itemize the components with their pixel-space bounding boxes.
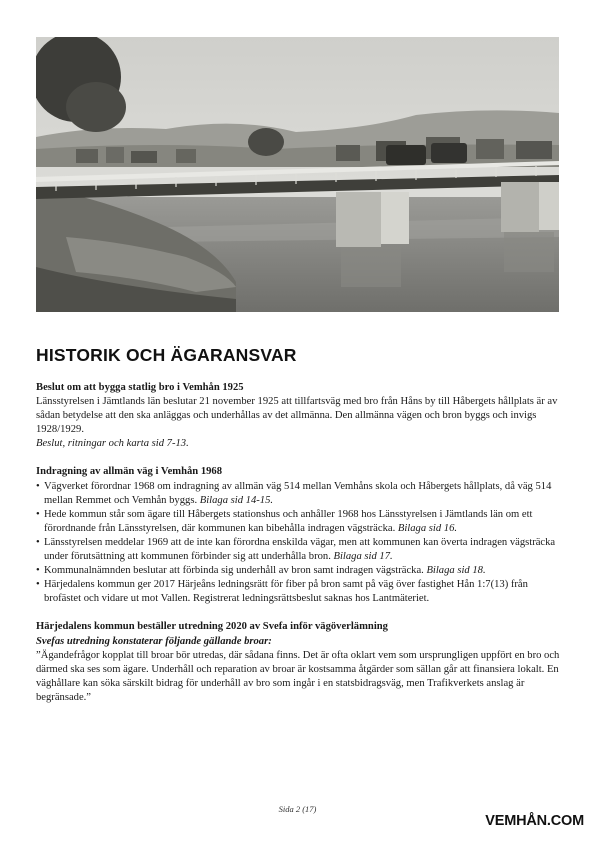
section-paragraph: Länsstyrelsen i Jämtlands län beslutar 21 november 1925 att tillfartsväg med bro från Håns by till Håbergets hållplats är av sådan betydelse att den ska anläggas och underhållas av det allmänna. Den allmänna vägen och bron byggs och invigs 1928/1929.	[36, 396, 558, 436]
section-road-withdrawal-1968	[36, 465, 560, 606]
section-subheading: Svefas utredning konstaterar följande gällande broar:	[36, 635, 272, 647]
list-item: • Härjedalens kommun ger 2017 Härjeåns ledningsrätt för fiber på bron samt på väg över fastighet Hån 1:7(13) från brofästet och vidare ut mot Vallen. Registrerat ledningsrättsbeslut saknas hos Lantmäteriet.	[36, 578, 560, 606]
quote-paragraph: ”Ägandefrågor kopplat till broar bör utredas, där sådana finns. Det är ofta oklart vem som ursprungligen uppfört en bro och därmed ska ses som ägare. Underhåll och reparation av broar är kostsamma åtgärder som sällan går att finansiera lokalt. En väghållare kan söka särskilt bidrag för underhåll av bro som ingår i en statsbidragsväg, men Trafikverkets anslag är begränsade.”	[36, 649, 560, 703]
bullet-list	[36, 480, 560, 607]
list-item: • Hede kommun står som ägare till Håbergets stationshus och anhåller 1968 hos Länsstyrelsen i Jämtlands län om ett förordnande från Länsstyrelsen, där kommunen kan bibehålla indragen vägsträcka. Bilaga sid 16.	[36, 508, 560, 536]
list-item-reference: Bilaga sid 17.	[333, 551, 393, 563]
section-reference: Beslut, ritningar och karta sid 7-13.	[36, 438, 189, 450]
section-bridge-decision-1925	[36, 381, 560, 451]
brand-logo: VEMHÅN.COM	[485, 813, 584, 829]
historic-bridge-photo	[36, 37, 559, 312]
page-number: Sida 2 (17)	[278, 804, 317, 814]
list-item-reference: Bilaga sid 14-15.	[199, 494, 274, 506]
section-heading: Härjedalens kommun beställer utredning 2020 av Svefa inför vägöverlämning	[36, 621, 388, 633]
list-item: • Länsstyrelsen meddelar 1969 att de inte kan förordna enskilda vägar, men att kommunen kan överta indragen vägsträcka under förutsättning att kommunen förbinder sig att underhålla bron. Bilaga sid 17.	[36, 536, 560, 564]
page-title: HISTORIK OCH ÄGARANSVAR	[36, 345, 297, 365]
section-heading: Beslut om att bygga statlig bro i Vemhån 1925	[36, 382, 244, 393]
section-svefa-investigation-2020	[36, 620, 560, 705]
document-body	[36, 381, 560, 719]
list-item-reference: Bilaga sid 16.	[397, 522, 458, 534]
section-heading: Indragning av allmän väg i Vemhån 1968	[36, 466, 223, 478]
list-item: • Kommunalnämnden beslutar att förbinda sig underhåll av bron samt indragen vägsträcka. Bilaga sid 18.	[36, 564, 560, 578]
list-item-reference: Bilaga sid 18.	[426, 565, 486, 577]
list-item: • Vägverket förordnar 1968 om indragning av allmän väg 514 mellan Vemhåns skola och Håbergets hållplats, då väg 514 mellan Remmet och Vemhån byggs. Bilaga sid 14-15.	[36, 480, 560, 508]
